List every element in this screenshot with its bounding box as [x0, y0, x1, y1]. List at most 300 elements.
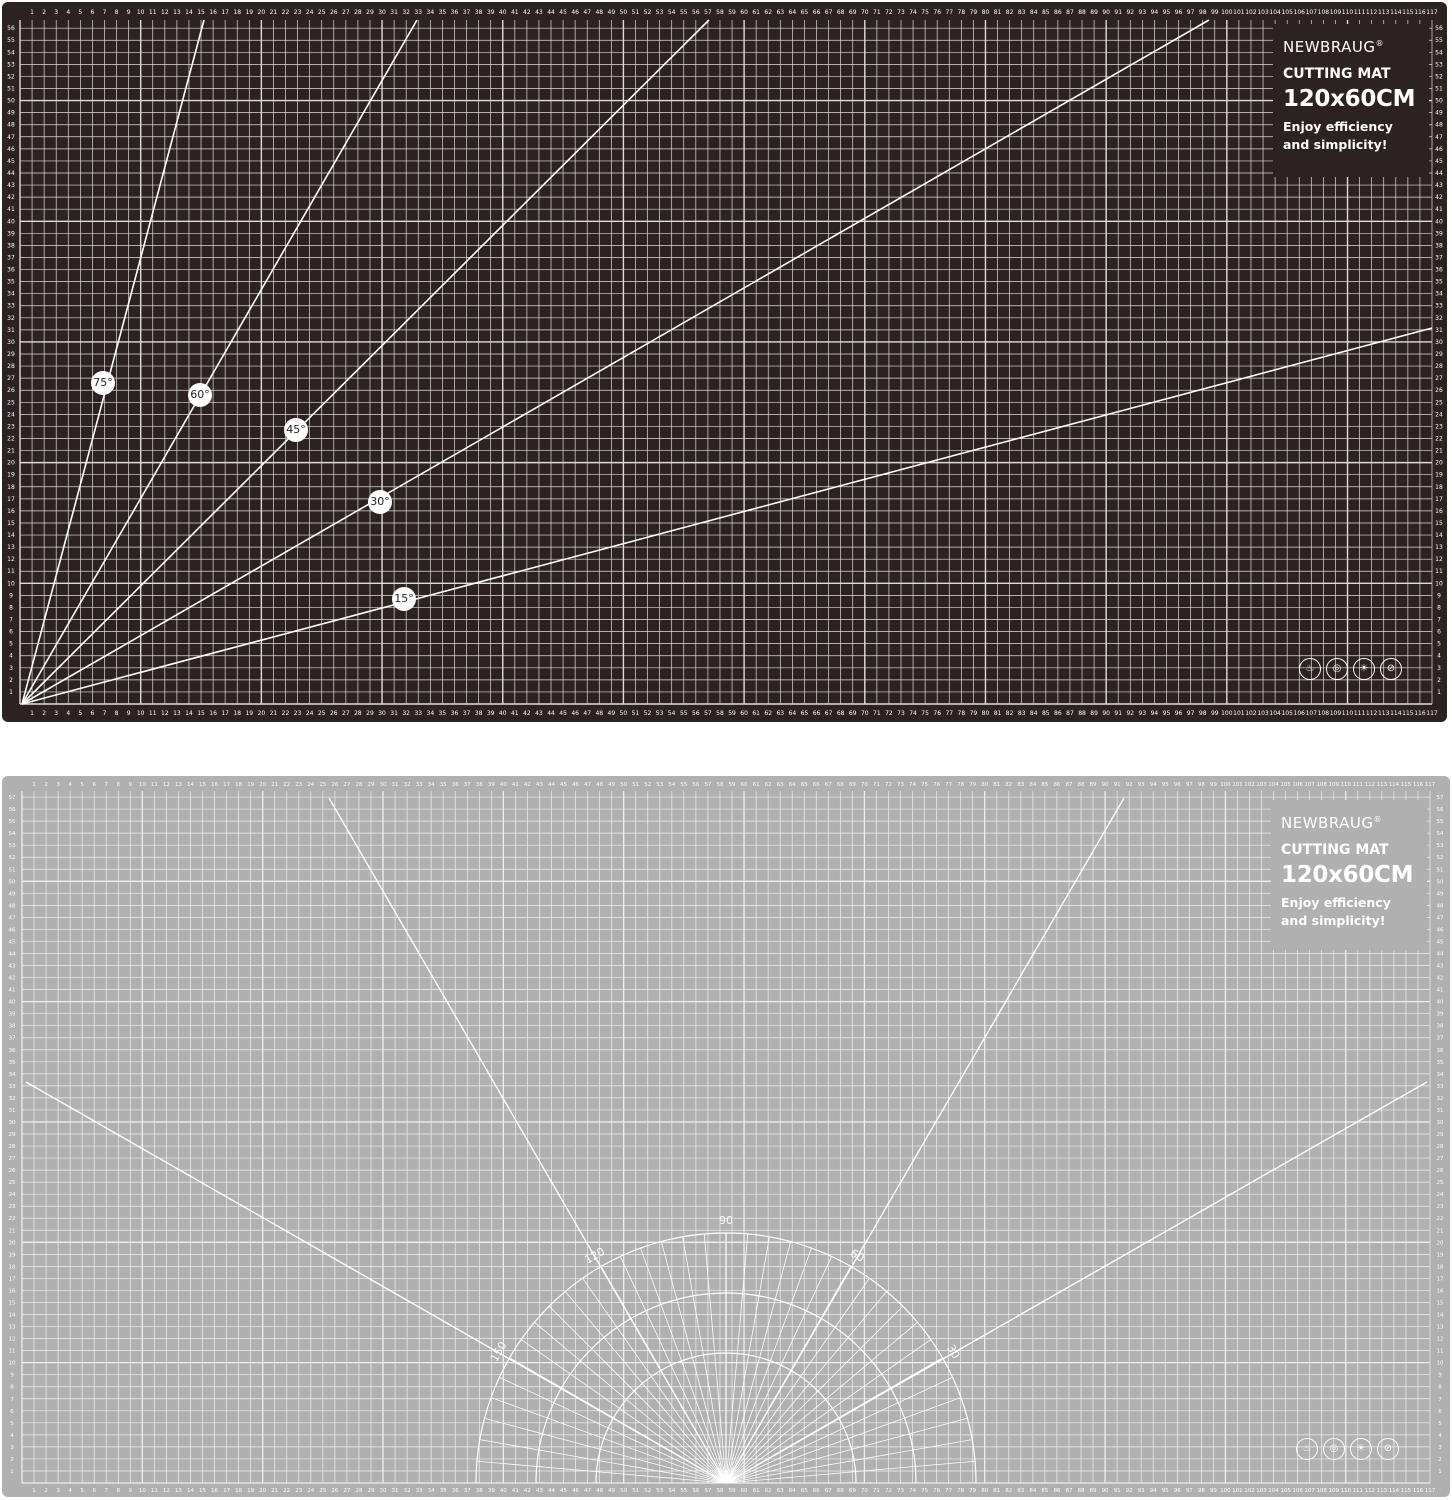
svg-text:75: 75 — [921, 710, 929, 717]
svg-text:106: 106 — [1292, 782, 1303, 788]
svg-text:56: 56 — [1436, 807, 1444, 814]
svg-text:11: 11 — [150, 782, 158, 788]
svg-text:51: 51 — [631, 710, 640, 717]
svg-text:110: 110 — [1340, 782, 1352, 788]
protractor-ray — [726, 1397, 961, 1483]
svg-text:55: 55 — [7, 37, 15, 45]
svg-text:14: 14 — [1436, 1312, 1444, 1319]
no-dryer-icon: ◎ — [1323, 1438, 1345, 1460]
svg-text:117: 117 — [1424, 1488, 1436, 1494]
svg-text:20: 20 — [259, 1488, 267, 1494]
svg-text:84: 84 — [1029, 710, 1038, 717]
svg-text:90: 90 — [1101, 782, 1109, 788]
svg-text:98: 98 — [1197, 1488, 1205, 1494]
svg-text:82: 82 — [1005, 710, 1014, 717]
protractor-ray — [485, 1418, 726, 1483]
svg-text:74: 74 — [909, 1488, 917, 1494]
svg-text:28: 28 — [8, 1144, 16, 1151]
svg-text:110: 110 — [1340, 1488, 1352, 1494]
svg-text:12: 12 — [1435, 556, 1443, 564]
svg-text:88: 88 — [1078, 9, 1086, 16]
svg-text:110: 110 — [1341, 9, 1354, 16]
svg-text:45: 45 — [1436, 939, 1444, 946]
svg-text:5: 5 — [78, 9, 83, 16]
svg-text:10: 10 — [1436, 1360, 1444, 1367]
svg-text:17: 17 — [7, 495, 15, 503]
svg-text:9: 9 — [126, 9, 131, 16]
svg-text:29: 29 — [1436, 1132, 1444, 1139]
svg-text:10: 10 — [138, 1488, 146, 1494]
svg-text:26: 26 — [7, 387, 15, 395]
svg-text:99: 99 — [1210, 710, 1219, 717]
svg-text:113: 113 — [1376, 1488, 1388, 1494]
svg-text:39: 39 — [486, 9, 495, 16]
svg-text:58: 58 — [716, 710, 724, 717]
svg-text:117: 117 — [1426, 9, 1438, 16]
svg-text:115: 115 — [1400, 1488, 1412, 1494]
svg-text:5: 5 — [9, 640, 13, 648]
svg-text:7: 7 — [102, 710, 107, 717]
svg-text:14: 14 — [8, 1312, 16, 1319]
svg-text:31: 31 — [7, 326, 15, 334]
svg-text:30: 30 — [379, 1488, 387, 1494]
svg-text:7: 7 — [102, 9, 107, 16]
svg-text:3: 3 — [56, 1488, 60, 1494]
svg-text:98: 98 — [1198, 9, 1207, 16]
protractor-label-150: 150 — [487, 1339, 510, 1365]
svg-text:1: 1 — [1437, 688, 1441, 696]
svg-text:60: 60 — [740, 9, 748, 16]
svg-text:1: 1 — [30, 9, 34, 16]
svg-text:49: 49 — [1435, 109, 1443, 117]
svg-text:56: 56 — [692, 9, 700, 16]
svg-text:24: 24 — [305, 710, 314, 717]
svg-text:18: 18 — [233, 9, 242, 16]
svg-text:39: 39 — [1435, 230, 1443, 238]
svg-text:47: 47 — [583, 9, 592, 16]
svg-text:30: 30 — [378, 710, 386, 717]
svg-text:24: 24 — [305, 9, 314, 16]
svg-text:46: 46 — [1436, 927, 1444, 934]
svg-text:69: 69 — [848, 1488, 856, 1494]
svg-text:42: 42 — [523, 1488, 531, 1494]
svg-text:44: 44 — [547, 9, 555, 16]
svg-text:64: 64 — [788, 710, 797, 717]
product-tagline: Enjoy efficiency and simplicity! — [1283, 119, 1393, 152]
svg-text:87: 87 — [1066, 9, 1074, 16]
svg-text:16: 16 — [209, 9, 217, 16]
svg-text:31: 31 — [390, 9, 398, 16]
svg-text:57: 57 — [8, 795, 16, 802]
svg-text:51: 51 — [1435, 85, 1443, 93]
svg-text:115: 115 — [1400, 782, 1412, 788]
svg-text:21: 21 — [1436, 1228, 1444, 1235]
svg-text:20: 20 — [7, 459, 15, 467]
svg-text:49: 49 — [607, 710, 616, 717]
svg-text:84: 84 — [1029, 782, 1037, 788]
svg-text:32: 32 — [1436, 1095, 1444, 1102]
svg-text:13: 13 — [1435, 544, 1443, 552]
svg-text:55: 55 — [1435, 37, 1443, 45]
svg-text:6: 6 — [9, 628, 13, 636]
svg-text:27: 27 — [343, 782, 351, 788]
svg-text:38: 38 — [8, 1023, 16, 1030]
svg-text:4: 4 — [66, 9, 71, 16]
svg-text:28: 28 — [1435, 363, 1443, 371]
svg-text:34: 34 — [1436, 1071, 1444, 1078]
svg-text:20: 20 — [257, 9, 266, 16]
svg-text:83: 83 — [1017, 782, 1025, 788]
svg-text:45: 45 — [559, 9, 567, 16]
svg-text:28: 28 — [355, 782, 363, 788]
svg-text:37: 37 — [462, 710, 471, 717]
svg-text:116: 116 — [1412, 1488, 1424, 1494]
svg-text:71: 71 — [872, 1488, 880, 1494]
svg-text:89: 89 — [1089, 1488, 1097, 1494]
svg-text:30: 30 — [7, 338, 15, 346]
svg-text:86: 86 — [1053, 782, 1061, 788]
svg-text:116: 116 — [1412, 782, 1424, 788]
svg-text:57: 57 — [704, 782, 712, 788]
svg-text:99: 99 — [1209, 782, 1217, 788]
care-icons — [1299, 658, 1402, 680]
svg-text:36: 36 — [450, 710, 459, 717]
protractor-label-90: 90 — [719, 1214, 733, 1227]
svg-text:7: 7 — [104, 1488, 108, 1494]
svg-text:58: 58 — [716, 782, 724, 788]
svg-text:33: 33 — [414, 710, 423, 717]
svg-text:19: 19 — [8, 1252, 16, 1259]
svg-text:113: 113 — [1377, 710, 1390, 717]
svg-text:33: 33 — [414, 9, 423, 16]
svg-text:63: 63 — [776, 782, 784, 788]
svg-text:23: 23 — [7, 423, 15, 431]
svg-text:24: 24 — [307, 1488, 315, 1494]
svg-text:48: 48 — [596, 1488, 604, 1494]
svg-text:59: 59 — [728, 1488, 736, 1494]
svg-text:13: 13 — [173, 710, 181, 717]
svg-text:56: 56 — [692, 1488, 700, 1494]
svg-text:53: 53 — [1435, 61, 1443, 69]
svg-text:107: 107 — [1304, 1488, 1315, 1494]
svg-text:24: 24 — [7, 411, 15, 419]
svg-text:51: 51 — [631, 9, 640, 16]
svg-text:30: 30 — [1435, 338, 1443, 346]
svg-text:57: 57 — [704, 9, 712, 16]
svg-text:23: 23 — [295, 782, 303, 788]
black-mat-grid — [2, 2, 1447, 722]
svg-text:62: 62 — [764, 782, 772, 788]
svg-text:25: 25 — [317, 710, 326, 717]
svg-text:109: 109 — [1328, 782, 1339, 788]
svg-text:44: 44 — [547, 710, 555, 717]
black-cutting-mat — [2, 2, 1447, 722]
svg-text:36: 36 — [7, 266, 15, 274]
svg-text:4: 4 — [9, 652, 13, 660]
svg-text:28: 28 — [354, 9, 362, 16]
care-icons — [1296, 1438, 1399, 1460]
svg-text:13: 13 — [174, 1488, 182, 1494]
svg-text:44: 44 — [8, 951, 16, 958]
svg-text:107: 107 — [1305, 9, 1318, 16]
svg-text:78: 78 — [957, 782, 965, 788]
svg-text:12: 12 — [161, 9, 169, 16]
svg-text:47: 47 — [1435, 133, 1443, 141]
svg-text:101: 101 — [1232, 782, 1243, 788]
svg-text:56: 56 — [8, 807, 16, 814]
svg-text:32: 32 — [403, 782, 411, 788]
protractor-ray — [491, 1397, 726, 1483]
svg-text:69: 69 — [848, 9, 857, 16]
svg-text:26: 26 — [1435, 387, 1443, 395]
svg-text:5: 5 — [1438, 1420, 1442, 1427]
svg-text:72: 72 — [884, 782, 892, 788]
svg-text:88: 88 — [1078, 710, 1086, 717]
protractor-ray — [726, 1377, 953, 1483]
gray-mat-brand-panel — [1271, 800, 1427, 950]
svg-text:8: 8 — [9, 604, 13, 612]
svg-text:9: 9 — [1437, 592, 1441, 600]
svg-text:1: 1 — [1438, 1468, 1442, 1475]
svg-text:106: 106 — [1293, 9, 1305, 16]
svg-text:48: 48 — [7, 121, 15, 129]
svg-text:22: 22 — [281, 710, 290, 717]
ruler-numbers — [7, 9, 1443, 717]
svg-text:94: 94 — [1149, 782, 1157, 788]
svg-text:48: 48 — [596, 782, 604, 788]
svg-text:83: 83 — [1017, 710, 1026, 717]
svg-text:15: 15 — [1435, 519, 1443, 527]
svg-text:109: 109 — [1329, 9, 1342, 16]
svg-text:2: 2 — [1437, 676, 1441, 684]
svg-text:12: 12 — [162, 1488, 170, 1494]
svg-text:79: 79 — [969, 1488, 977, 1494]
svg-text:90: 90 — [1102, 9, 1110, 16]
svg-text:7: 7 — [9, 616, 13, 624]
svg-text:46: 46 — [7, 145, 15, 153]
svg-text:51: 51 — [632, 782, 640, 788]
svg-text:15: 15 — [197, 9, 205, 16]
svg-text:3: 3 — [9, 664, 13, 672]
svg-text:49: 49 — [608, 782, 616, 788]
svg-text:68: 68 — [836, 9, 845, 16]
svg-text:74: 74 — [909, 782, 917, 788]
svg-text:46: 46 — [572, 782, 580, 788]
svg-text:54: 54 — [8, 831, 16, 838]
svg-text:64: 64 — [788, 1488, 796, 1494]
svg-text:40: 40 — [1436, 999, 1444, 1006]
svg-text:45: 45 — [560, 782, 568, 788]
svg-text:102: 102 — [1244, 782, 1255, 788]
svg-text:26: 26 — [331, 782, 339, 788]
svg-text:100: 100 — [1220, 1488, 1231, 1494]
svg-text:38: 38 — [1435, 242, 1443, 250]
svg-text:15: 15 — [8, 1300, 16, 1307]
svg-text:40: 40 — [498, 710, 507, 717]
svg-text:38: 38 — [475, 1488, 483, 1494]
svg-text:102: 102 — [1245, 710, 1257, 717]
svg-text:32: 32 — [402, 710, 411, 717]
svg-text:41: 41 — [1436, 987, 1444, 994]
svg-text:53: 53 — [1436, 843, 1444, 850]
svg-text:89: 89 — [1090, 710, 1098, 717]
product-tagline: Enjoy efficiency and simplicity! — [1281, 895, 1391, 928]
svg-text:102: 102 — [1244, 1488, 1255, 1494]
svg-text:104: 104 — [1269, 710, 1281, 717]
svg-text:73: 73 — [897, 9, 905, 16]
svg-text:38: 38 — [474, 710, 483, 717]
svg-text:11: 11 — [1436, 1348, 1444, 1355]
svg-text:12: 12 — [161, 710, 169, 717]
svg-text:104: 104 — [1269, 9, 1281, 16]
svg-text:30: 30 — [379, 782, 387, 788]
svg-text:15: 15 — [1436, 1300, 1444, 1307]
angle-line-60 — [726, 798, 1124, 1483]
svg-text:67: 67 — [824, 9, 833, 16]
svg-text:14: 14 — [186, 1488, 194, 1494]
svg-text:8: 8 — [116, 1488, 121, 1494]
svg-text:7: 7 — [104, 782, 108, 788]
svg-text:78: 78 — [957, 1488, 965, 1494]
svg-text:90: 90 — [1101, 1488, 1109, 1494]
svg-text:96: 96 — [1174, 9, 1183, 16]
svg-text:17: 17 — [8, 1276, 16, 1283]
svg-text:19: 19 — [245, 710, 254, 717]
svg-text:65: 65 — [800, 9, 809, 16]
svg-text:37: 37 — [1436, 1035, 1444, 1042]
svg-text:19: 19 — [1436, 1252, 1444, 1259]
svg-text:112: 112 — [1364, 1488, 1376, 1494]
svg-text:22: 22 — [283, 1488, 291, 1494]
svg-text:104: 104 — [1268, 1488, 1279, 1494]
svg-text:35: 35 — [439, 782, 447, 788]
svg-text:109: 109 — [1329, 710, 1342, 717]
svg-text:38: 38 — [474, 9, 483, 16]
svg-text:45: 45 — [559, 710, 567, 717]
svg-text:23: 23 — [293, 9, 302, 16]
svg-text:54: 54 — [1435, 49, 1443, 57]
svg-text:10: 10 — [7, 580, 15, 588]
svg-text:101: 101 — [1233, 9, 1245, 16]
angle-line-45 — [22, 20, 709, 704]
svg-text:25: 25 — [319, 782, 327, 788]
svg-text:50: 50 — [620, 782, 628, 788]
svg-text:112: 112 — [1364, 782, 1376, 788]
svg-text:45: 45 — [560, 1488, 568, 1494]
svg-text:104: 104 — [1268, 782, 1279, 788]
svg-text:51: 51 — [7, 85, 15, 93]
svg-text:103: 103 — [1256, 1488, 1267, 1494]
svg-text:86: 86 — [1054, 9, 1062, 16]
svg-text:22: 22 — [283, 782, 291, 788]
svg-text:102: 102 — [1245, 9, 1257, 16]
svg-text:65: 65 — [800, 1488, 808, 1494]
svg-text:62: 62 — [764, 9, 773, 16]
svg-text:85: 85 — [1041, 1488, 1049, 1494]
svg-text:112: 112 — [1365, 710, 1378, 717]
svg-text:23: 23 — [8, 1204, 16, 1211]
svg-text:9: 9 — [9, 592, 13, 600]
svg-text:1: 1 — [9, 688, 13, 696]
svg-text:34: 34 — [426, 9, 435, 16]
svg-text:99: 99 — [1210, 9, 1219, 16]
svg-text:46: 46 — [8, 927, 16, 934]
grid-lines — [20, 20, 1432, 704]
svg-text:1: 1 — [32, 1488, 36, 1494]
svg-text:33: 33 — [8, 1083, 16, 1090]
gray-cutting-mat — [2, 776, 1450, 1497]
svg-text:88: 88 — [1077, 782, 1085, 788]
svg-text:97: 97 — [1186, 710, 1195, 717]
svg-text:116: 116 — [1414, 9, 1426, 16]
svg-text:50: 50 — [619, 9, 628, 16]
svg-text:1: 1 — [32, 782, 36, 788]
svg-text:41: 41 — [7, 206, 15, 214]
svg-text:46: 46 — [571, 9, 579, 16]
no-dryer-icon: ◎ — [1326, 658, 1348, 680]
svg-text:43: 43 — [8, 963, 16, 970]
svg-text:108: 108 — [1316, 782, 1327, 788]
svg-text:31: 31 — [1436, 1107, 1444, 1114]
svg-text:72: 72 — [885, 710, 893, 717]
svg-text:22: 22 — [1436, 1216, 1444, 1223]
svg-text:43: 43 — [535, 9, 543, 16]
brand-name: NEWBRAUG® — [1283, 38, 1384, 56]
svg-text:47: 47 — [583, 710, 592, 717]
svg-text:117: 117 — [1426, 710, 1438, 717]
svg-text:39: 39 — [8, 1011, 16, 1018]
product-size: 120x60CM — [1281, 862, 1414, 888]
svg-text:4: 4 — [68, 782, 72, 788]
svg-text:50: 50 — [7, 97, 15, 105]
svg-text:111: 111 — [1352, 1488, 1364, 1494]
svg-text:106: 106 — [1292, 1488, 1303, 1494]
svg-text:49: 49 — [1436, 891, 1444, 898]
svg-text:42: 42 — [523, 9, 531, 16]
svg-text:18: 18 — [233, 710, 242, 717]
svg-text:59: 59 — [728, 710, 736, 717]
svg-text:3: 3 — [1437, 664, 1441, 672]
svg-text:111: 111 — [1353, 9, 1366, 16]
svg-text:48: 48 — [1436, 903, 1444, 910]
svg-text:11: 11 — [148, 710, 157, 717]
svg-text:29: 29 — [366, 710, 374, 717]
svg-text:13: 13 — [174, 782, 182, 788]
svg-text:33: 33 — [1436, 1083, 1444, 1090]
svg-text:43: 43 — [535, 1488, 543, 1494]
svg-text:77: 77 — [945, 1488, 953, 1494]
svg-text:8: 8 — [114, 9, 119, 16]
svg-text:47: 47 — [584, 782, 592, 788]
svg-text:24: 24 — [8, 1192, 16, 1199]
svg-text:2: 2 — [10, 1456, 14, 1463]
svg-text:77: 77 — [945, 782, 953, 788]
svg-text:20: 20 — [1436, 1240, 1444, 1247]
svg-text:27: 27 — [1435, 375, 1443, 383]
svg-text:22: 22 — [7, 435, 15, 443]
svg-text:44: 44 — [548, 782, 556, 788]
svg-text:24: 24 — [1435, 411, 1443, 419]
protractor-ray — [726, 1418, 967, 1483]
svg-text:81: 81 — [993, 710, 1002, 717]
svg-text:10: 10 — [1435, 580, 1443, 588]
angle-line-15 — [22, 328, 1432, 704]
svg-text:36: 36 — [1436, 1047, 1444, 1054]
svg-text:36: 36 — [451, 1488, 459, 1494]
svg-text:18: 18 — [235, 1488, 243, 1494]
svg-text:19: 19 — [247, 1488, 255, 1494]
svg-text:40: 40 — [499, 782, 507, 788]
